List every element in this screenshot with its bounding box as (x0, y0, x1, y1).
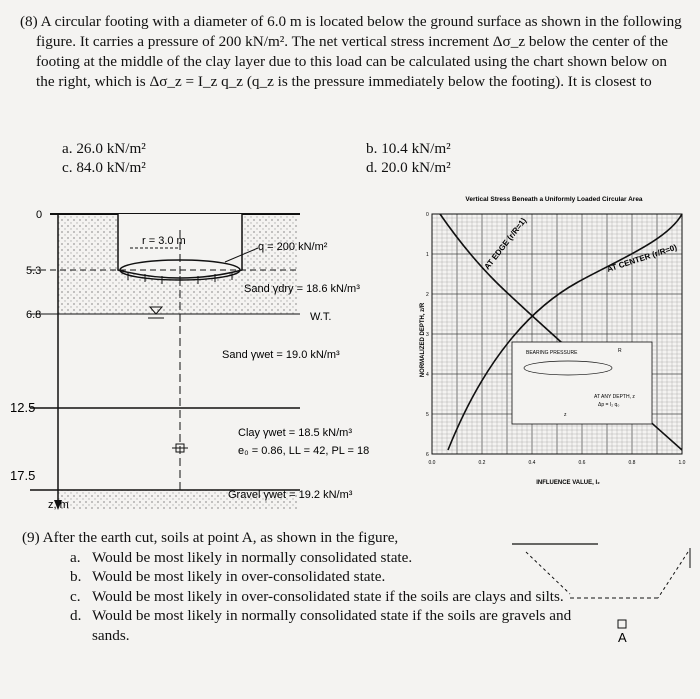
option-b[interactable]: b. 10.4 kN/m² (366, 140, 451, 157)
soil-profile-figure (0, 200, 420, 522)
load-label: q = 200 kN/m² (258, 241, 328, 253)
q9-choice-c[interactable]: c. Would be most likely in over-consolidated state if the soils are clays and silts. (70, 587, 564, 605)
axis-label-z: z, m (48, 499, 69, 511)
inset-r: R (618, 348, 622, 354)
q9-choice-d[interactable]: d. Would be most likely in normally consolidated state if the soils are gravels and sands. (70, 607, 572, 644)
y-tick-label: 5 (426, 412, 429, 418)
x-tick-label: 0.8 (628, 460, 636, 466)
gravel-label: Gravel γwet = 19.2 kN/m³ (228, 489, 353, 501)
depth-6-8: 6.8 (26, 309, 42, 321)
earth-cut-figure (508, 538, 694, 658)
radius-label: r = 3.0 m (142, 235, 186, 247)
point-a-marker (618, 620, 626, 628)
water-table-label: W.T. (310, 311, 332, 323)
y-tick-label: 1 (426, 252, 429, 258)
y-tick-label: 2 (426, 292, 429, 298)
option-d[interactable]: d. 20.0 kN/m² (366, 159, 451, 176)
point-a-label: A (618, 630, 627, 645)
depth-5-3: 5.3 (26, 265, 42, 277)
clay-label: Clay γwet = 18.5 kN/m³ (238, 427, 353, 439)
chart-xlabel: INFLUENCE VALUE, I₂ (536, 480, 600, 486)
question-8 (20, 12, 682, 92)
y-tick-label: 4 (426, 372, 429, 378)
x-tick-label: 1.0 (678, 460, 686, 466)
question-9-stem: (9) After the earth cut, soils at point A, as shown in the figure, (22, 529, 399, 546)
y-tick-label: 3 (426, 332, 429, 338)
depth-17-5: 17.5 (10, 468, 36, 483)
chart-title: Vertical Stress Beneath a Uniformly Loaded Circular Area (465, 196, 643, 203)
y-tick-label: 6 (426, 452, 429, 458)
x-tick-label: 0.2 (478, 460, 486, 466)
edge-label: AT EDGE (r/R=1) (482, 216, 529, 272)
chart-ylabel: NORMALIZED DEPTH, z/R (420, 302, 426, 378)
inset-bearing: BEARING PRESSURE (526, 350, 578, 356)
inset-z: z (564, 412, 567, 418)
x-tick-label: 0.4 (528, 460, 536, 466)
x-tick-label: 0.6 (578, 460, 586, 466)
inset-any-depth: AT ANY DEPTH, z (594, 394, 635, 400)
sand-dry-label: Sand γdry = 18.6 kN/m³ (244, 283, 360, 295)
depth-0: 0 (36, 209, 43, 221)
depth-12-5: 12.5 (10, 400, 36, 415)
option-a[interactable]: a. 26.0 kN/m² (62, 140, 146, 157)
x-tick-label: 0.0 (428, 460, 436, 466)
center-label: AT CENTER (r/R=0) (605, 242, 679, 274)
question-8-text: (8) A circular footing with a diameter of 6.0 m is located below the ground surface as shown in the following figure. It carries a pressure of 200 kN/m². The net vertical stress increment Δσ_z below the center of the footing at the middle of the clay layer due to this load can be calculated using the chart shown below on the right, which is Δσ_z = I_z q_z (q_z is the pressure immediately below the footing). It is closest to (20, 13, 682, 90)
sand-wet-label: Sand γwet = 19.0 kN/m³ (222, 349, 340, 361)
q9-choice-b[interactable]: b. Would be most likely in over-consolidated state. (70, 568, 386, 585)
clay-properties: e₀ = 0.86, LL = 42, PL = 18 (238, 445, 370, 457)
q9-choice-a[interactable]: a. Would be most likely in normally consolidated state. (70, 548, 413, 566)
option-c[interactable]: c. 84.0 kN/m² (62, 159, 146, 176)
y-tick-label: 0 (426, 212, 429, 218)
inset-dp: Δp = I₂ q₀ (598, 402, 620, 408)
influence-chart (418, 190, 690, 496)
